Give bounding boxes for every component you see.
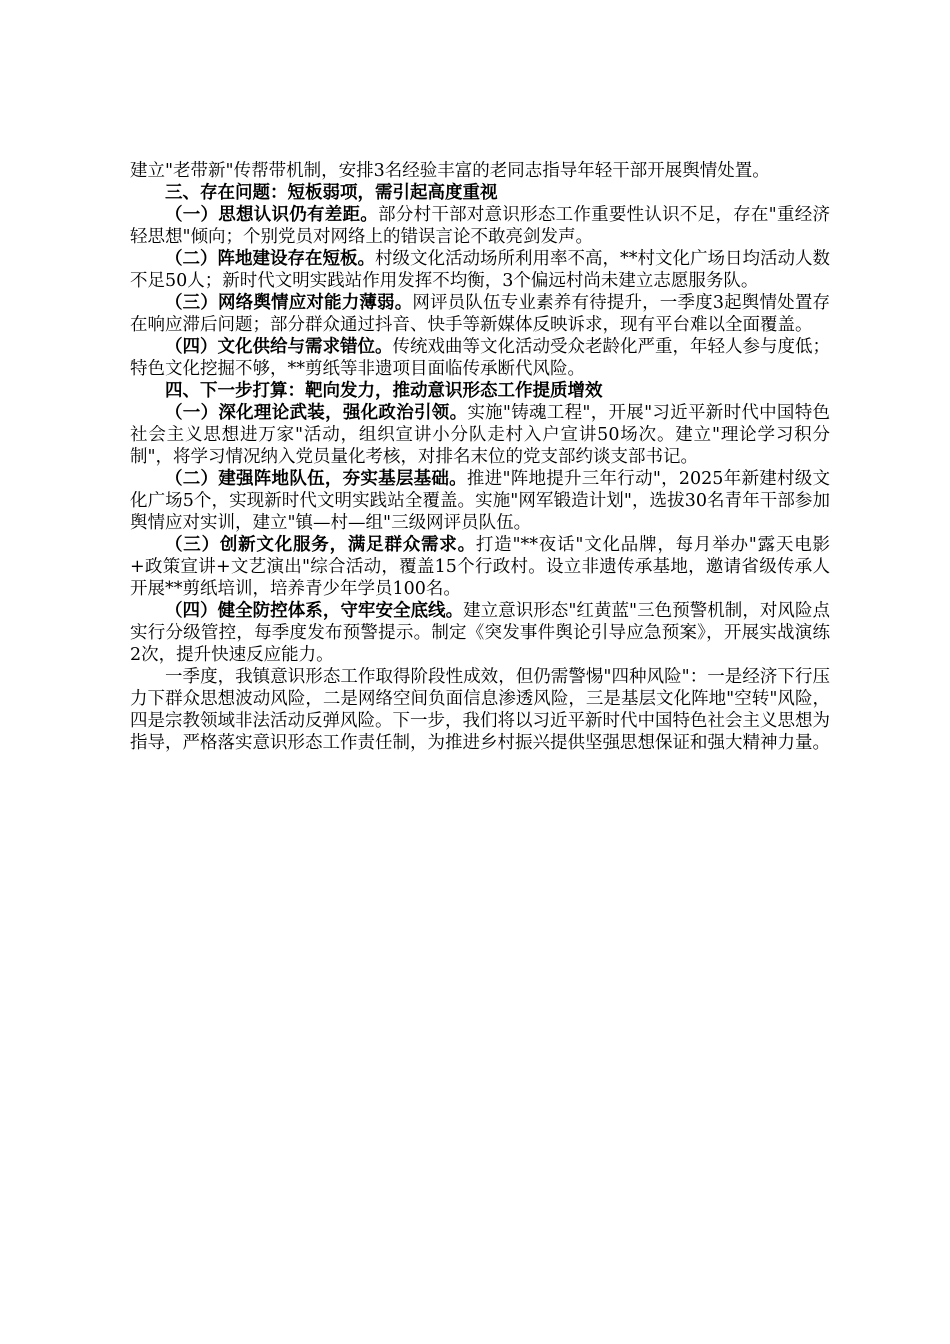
plan-item-3	[130, 534, 830, 600]
item-text: 建立意识形态"红黄蓝"三色预警机制，对风险点实行分级管控，每季度发布预警提示。制定《突发事件舆论引导应急预案》，开展实战演练2次，提升快速反应能力。	[130, 601, 830, 665]
item-text: 打造"**夜话"文化品牌，每月举办"露天电影+政策宣讲+文艺演出"综合活动，覆盖15个行政村。设立非遗传承基地，邀请省级传承人开展**剪纸培训，培养青少年学员100名。	[130, 535, 830, 599]
plan-item-2	[130, 468, 830, 534]
item-text: 部分村干部对意识形态工作重要性认识不足，存在"重经济轻思想"倾向；个别党员对网络上的错误言论不敢亮剑发声。	[130, 205, 830, 247]
heading-text: 三、存在问题：短板弱项，需引起高度重视	[165, 183, 498, 203]
problem-item-1	[130, 204, 830, 248]
problem-item-2	[130, 248, 830, 292]
item-text: 村级文化活动场所利用率不高，**村文化广场日均活动人数不足50人；新时代文明实践站作用发挥不均衡，3个偏远村尚未建立志愿服务队。	[130, 249, 830, 291]
paragraph-continuation	[130, 160, 830, 182]
item-lead: （二）建强阵地队伍，夯实基层基础。	[165, 469, 467, 489]
plan-item-1	[130, 402, 830, 468]
item-lead: （三）创新文化服务，满足群众需求。	[165, 535, 476, 555]
item-lead: （三）网络舆情应对能力薄弱。	[165, 293, 413, 313]
item-lead: （四）文化供给与需求错位。	[165, 337, 393, 357]
problem-item-3	[130, 292, 830, 336]
item-lead: （一）深化理论武装，强化政治引领。	[165, 403, 468, 423]
item-lead: （一）思想认识仍有差距。	[165, 205, 379, 225]
problem-item-4	[130, 336, 830, 380]
closing-paragraph	[130, 666, 830, 754]
document-page	[130, 160, 830, 754]
section-heading-next-steps	[130, 380, 830, 402]
item-text: 传统戏曲等文化活动受众老龄化严重，年轻人参与度低；特色文化挖掘不够，**剪纸等非遗项目面临传承断代风险。	[130, 337, 830, 379]
paragraph-text: 建立"老带新"传帮带机制，安排3名经验丰富的老同志指导年轻干部开展舆情处置。	[130, 161, 770, 181]
plan-item-4	[130, 600, 830, 666]
item-text: 网评员队伍专业素养有待提升，一季度3起舆情处置存在响应滞后问题；部分群众通过抖音、快手等新媒体反映诉求，现有平台难以全面覆盖。	[130, 293, 830, 335]
section-heading-problems	[130, 182, 830, 204]
item-lead: （二）阵地建设存在短板。	[165, 249, 375, 269]
item-text: 推进"阵地提升三年行动"，2025年新建村级文化广场5个，实现新时代文明实践站全覆盖。实施"网军锻造计划"，选拔30名青年干部参加舆情应对实训，建立"镇—村—组"三级网评员队伍。	[130, 469, 830, 533]
paragraph-text: 一季度，我镇意识形态工作取得阶段性成效，但仍需警惕"四种风险"：一是经济下行压力下群众思想波动风险，二是网络空间负面信息渗透风险，三是基层文化阵地"空转"风险，四是宗教领域非法活动反弹风险。下一步，我们将以习近平新时代中国特色社会主义思想为指导，严格落实意识形态工作责任制，为推进乡村振兴提供坚强思想保证和强大精神力量。	[130, 667, 830, 753]
heading-text: 四、下一步打算：靶向发力，推动意识形态工作提质增效	[165, 381, 603, 401]
item-lead: （四）健全防控体系，守牢安全底线。	[165, 601, 464, 621]
item-text: 实施"铸魂工程"，开展"习近平新时代中国特色社会主义思想进万家"活动，组织宣讲小分队走村入户宣讲50场次。建立"理论学习积分制"，将学习情况纳入党员量化考核，对排名末位的党支部约谈支部书记。	[130, 403, 830, 467]
